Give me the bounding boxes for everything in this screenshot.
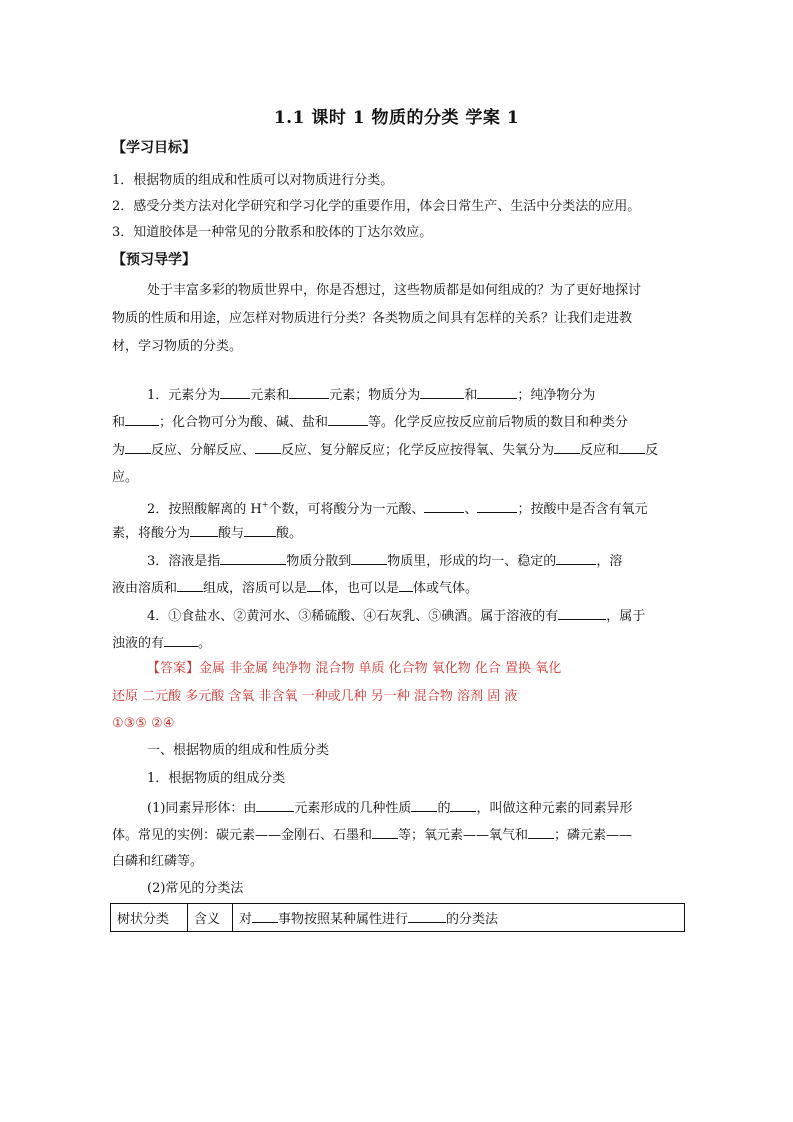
fill-blank[interactable] [307, 578, 321, 592]
subsection-heading-2: (2)常见的分类法 [147, 881, 244, 896]
fill-blank[interactable] [125, 412, 159, 426]
objective-2: 2．感受分类方法对化学研究和学习化学的重要作用，体会日常生产、生活中分类法的应用。 [112, 199, 641, 214]
fill-blank[interactable] [556, 551, 596, 565]
question-1-line-3: 为 反应、分解反应、 反应、复分解反应；化学反应按得氧、失氧分为 反应和 反 [112, 440, 684, 460]
fill-blank[interactable] [528, 825, 554, 839]
answer-line-1: 【答案】金属 非金属 纯净物 混合物 单质 化合物 氧化物 化合 置换 氧化 [147, 661, 562, 676]
classification-table [110, 903, 685, 932]
table-row [111, 904, 685, 932]
objective-3: 3．知道胶体是一种常见的分散系和胶体的丁达尔效应。 [112, 225, 433, 240]
fill-blank[interactable] [372, 825, 398, 839]
fill-blank[interactable] [125, 440, 151, 454]
question-1-line-4: 应。 [112, 470, 139, 485]
intro-line-2: 物质的性质和用途，应怎样对物质进行分类？各类物质之间具有怎样的关系？让我们走进教 [112, 311, 633, 326]
fill-blank[interactable] [177, 578, 203, 592]
question-4-line-1: 4．①食盐水、②黄河水、③稀硫酸、④石灰乳、⑤碘酒。属于溶液的有 ，属于 [147, 606, 719, 626]
question-4-line-2: 浊液的有 。 [112, 633, 684, 653]
fill-blank[interactable] [558, 606, 606, 620]
table-cell-category: 树状分类 [111, 904, 188, 932]
allotrope-line-1: (1)同素异形体：由 元素形成的几种性质 的 ，叫做这种元素的同素异形 [147, 798, 719, 818]
fill-blank[interactable] [420, 385, 464, 399]
question-2-line-2: 素，将酸分为 酸与 酸。 [112, 523, 684, 543]
fill-blank[interactable] [255, 440, 281, 454]
fill-blank[interactable] [289, 385, 329, 399]
intro-line-1: 处于丰富多彩的物质世界中，你是否想过，这些物质都是如何组成的？为了更好地探讨 [147, 283, 642, 298]
question-2-line-1: 2．按照酸解离的 H+个数，可将酸分为一元酸、 、 ；按酸中是否含有氧元 [147, 500, 648, 517]
table-cell-definition: 对 事物按照某种属性进行 的分类法 [233, 904, 685, 932]
answer-line-3: ①③⑤ ②④ [112, 716, 175, 731]
fill-blank[interactable] [408, 909, 446, 923]
fill-blank[interactable] [424, 499, 464, 513]
allotrope-line-3: 白磷和红磷等。 [112, 854, 204, 869]
fill-blank[interactable] [351, 551, 387, 565]
fill-blank[interactable] [328, 412, 368, 426]
fill-blank[interactable] [220, 551, 286, 565]
fill-blank[interactable] [477, 385, 517, 399]
objective-1: 1．根据物质的组成和性质可以对物质进行分类。 [112, 173, 394, 188]
fill-blank[interactable] [220, 385, 250, 399]
fill-blank[interactable] [411, 798, 437, 812]
subsection-heading: 1．根据物质的组成分类 [147, 771, 286, 786]
fill-blank[interactable] [244, 523, 276, 537]
fill-blank[interactable] [190, 523, 218, 537]
question-1-line-1: 1．元素分为 元素和 元素；物质分为 和 ；纯净物分为 [147, 385, 719, 405]
question-3-line-2: 液由溶质和 组成，溶质可以是 体，也可以是 体或气体。 [112, 578, 684, 598]
intro-line-3: 材，学习物质的分类。 [112, 339, 243, 354]
fill-blank[interactable] [164, 633, 198, 647]
fill-blank[interactable] [399, 578, 413, 592]
fill-blank[interactable] [252, 909, 278, 923]
fill-blank[interactable] [450, 798, 476, 812]
fill-blank[interactable] [619, 440, 645, 454]
answer-line-2: 还原 二元酸 多元酸 含氧 非含氧 一种或几种 另一种 混合物 溶剂 固 液 [112, 689, 518, 704]
page-title: 1.1 课时 1 物质的分类 学案 1 [273, 108, 520, 128]
fill-blank[interactable] [477, 499, 517, 513]
table-cell-label: 含义 [188, 904, 233, 932]
preview-heading: 【预习导学】 [112, 252, 196, 268]
question-3-line-1: 3．溶液是指 物质分散到 物质里，形成的均一、稳定的 ，溶 [147, 551, 719, 571]
fill-blank[interactable] [554, 440, 580, 454]
section-heading: 一、根据物质的组成和性质分类 [147, 743, 330, 758]
objectives-heading: 【学习目标】 [112, 140, 196, 156]
allotrope-line-2: 体。常见的实例：碳元素——金刚石、石墨和 等；氧元素——氧气和 ；磷元素—— [112, 825, 684, 845]
question-1-line-2: 和 ；化合物可分为酸、碱、盐和 等。化学反应按反应前后物质的数目和种类分 [112, 412, 684, 432]
fill-blank[interactable] [256, 798, 294, 812]
